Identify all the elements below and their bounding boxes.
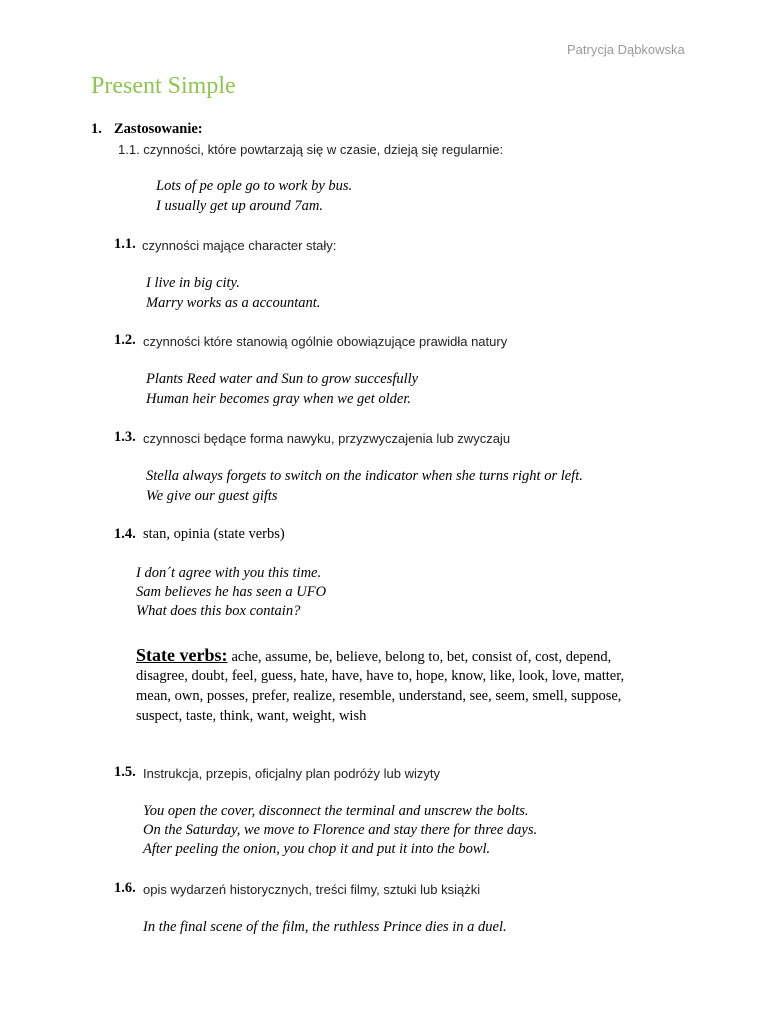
item-number: 1.3. — [114, 429, 136, 445]
item-heading: czynności mające character stały: — [142, 238, 337, 253]
example-sentence: We give our guest gifts — [146, 488, 278, 504]
item-heading: Instrukcja, przepis, oficjalny plan podróży lub wizyty — [143, 766, 440, 781]
author-name: Patrycja Dąbkowska — [567, 42, 685, 57]
example-sentence: I don´t agree with you this time. — [136, 565, 322, 581]
example-sentence: You open the cover, disconnect the terminal and unscrew the bolts. — [143, 803, 529, 819]
example-sentence: What does this box contain? — [136, 603, 301, 619]
example-sentence: In the final scene of the film, the ruthless Prince dies in a duel. — [143, 919, 507, 935]
example-sentence: Marry works as a accountant. — [146, 295, 321, 311]
item-number: 1.5. — [114, 764, 136, 780]
example-sentence: After peeling the onion, you chop it and put it into the bowl. — [143, 841, 491, 857]
example-sentence: I usually get up around 7am. — [156, 198, 324, 214]
example-sentence: Human heir becomes gray when we get older. — [146, 391, 411, 407]
item-number: 1.6. — [114, 880, 136, 896]
example-sentence: Lots of pe ople go to work by bus. — [156, 178, 353, 194]
section-number: 1. — [91, 121, 102, 137]
state-verbs-line: ache, assume, be, believe, belong to, bet, consist of, cost, depend, — [231, 649, 612, 665]
example-sentence: Sam believes he has seen a UFO — [136, 584, 327, 600]
example-sentence: On the Saturday, we move to Florence and stay there for three days. — [143, 822, 538, 838]
item-number: 1.2. — [114, 332, 136, 348]
example-sentence: Stella always forgets to switch on the indicator when she turns right or left. — [146, 468, 583, 484]
state-verbs-label: State verbs: — [136, 645, 228, 665]
item-number: 1.4. — [114, 526, 136, 542]
item-heading: opis wydarzeń historycznych, treści filmy, sztuki lub książki — [143, 882, 481, 897]
section-label: Zastosowanie: — [114, 121, 203, 137]
item-number: 1.1. — [114, 236, 136, 252]
item-heading: 1.1. czynności, które powtarzają się w czasie, dzieją się regularnie: — [118, 142, 504, 157]
page-title: Present Simple — [91, 73, 236, 99]
state-verbs-line: mean, own, posses, prefer, realize, resemble, understand, see, seem, smell, suppose, — [136, 688, 622, 704]
state-verbs-line: disagree, doubt, feel, guess, hate, have, have to, hope, know, like, look, love, matter, — [136, 668, 625, 684]
item-heading: czynności które stanowią ogólnie obowiązujące prawidła natury — [143, 334, 508, 349]
item-heading: czynnosci będące forma nawyku, przyzwyczajenia lub zwyczaju — [143, 431, 511, 446]
state-verbs-block — [136, 645, 611, 666]
example-sentence: Plants Reed water and Sun to grow succesfully — [146, 371, 419, 387]
state-verbs-line: suspect, taste, think, want, weight, wish — [136, 708, 367, 724]
item-heading: stan, opinia (state verbs) — [143, 526, 285, 542]
example-sentence: I live in big city. — [146, 275, 240, 291]
